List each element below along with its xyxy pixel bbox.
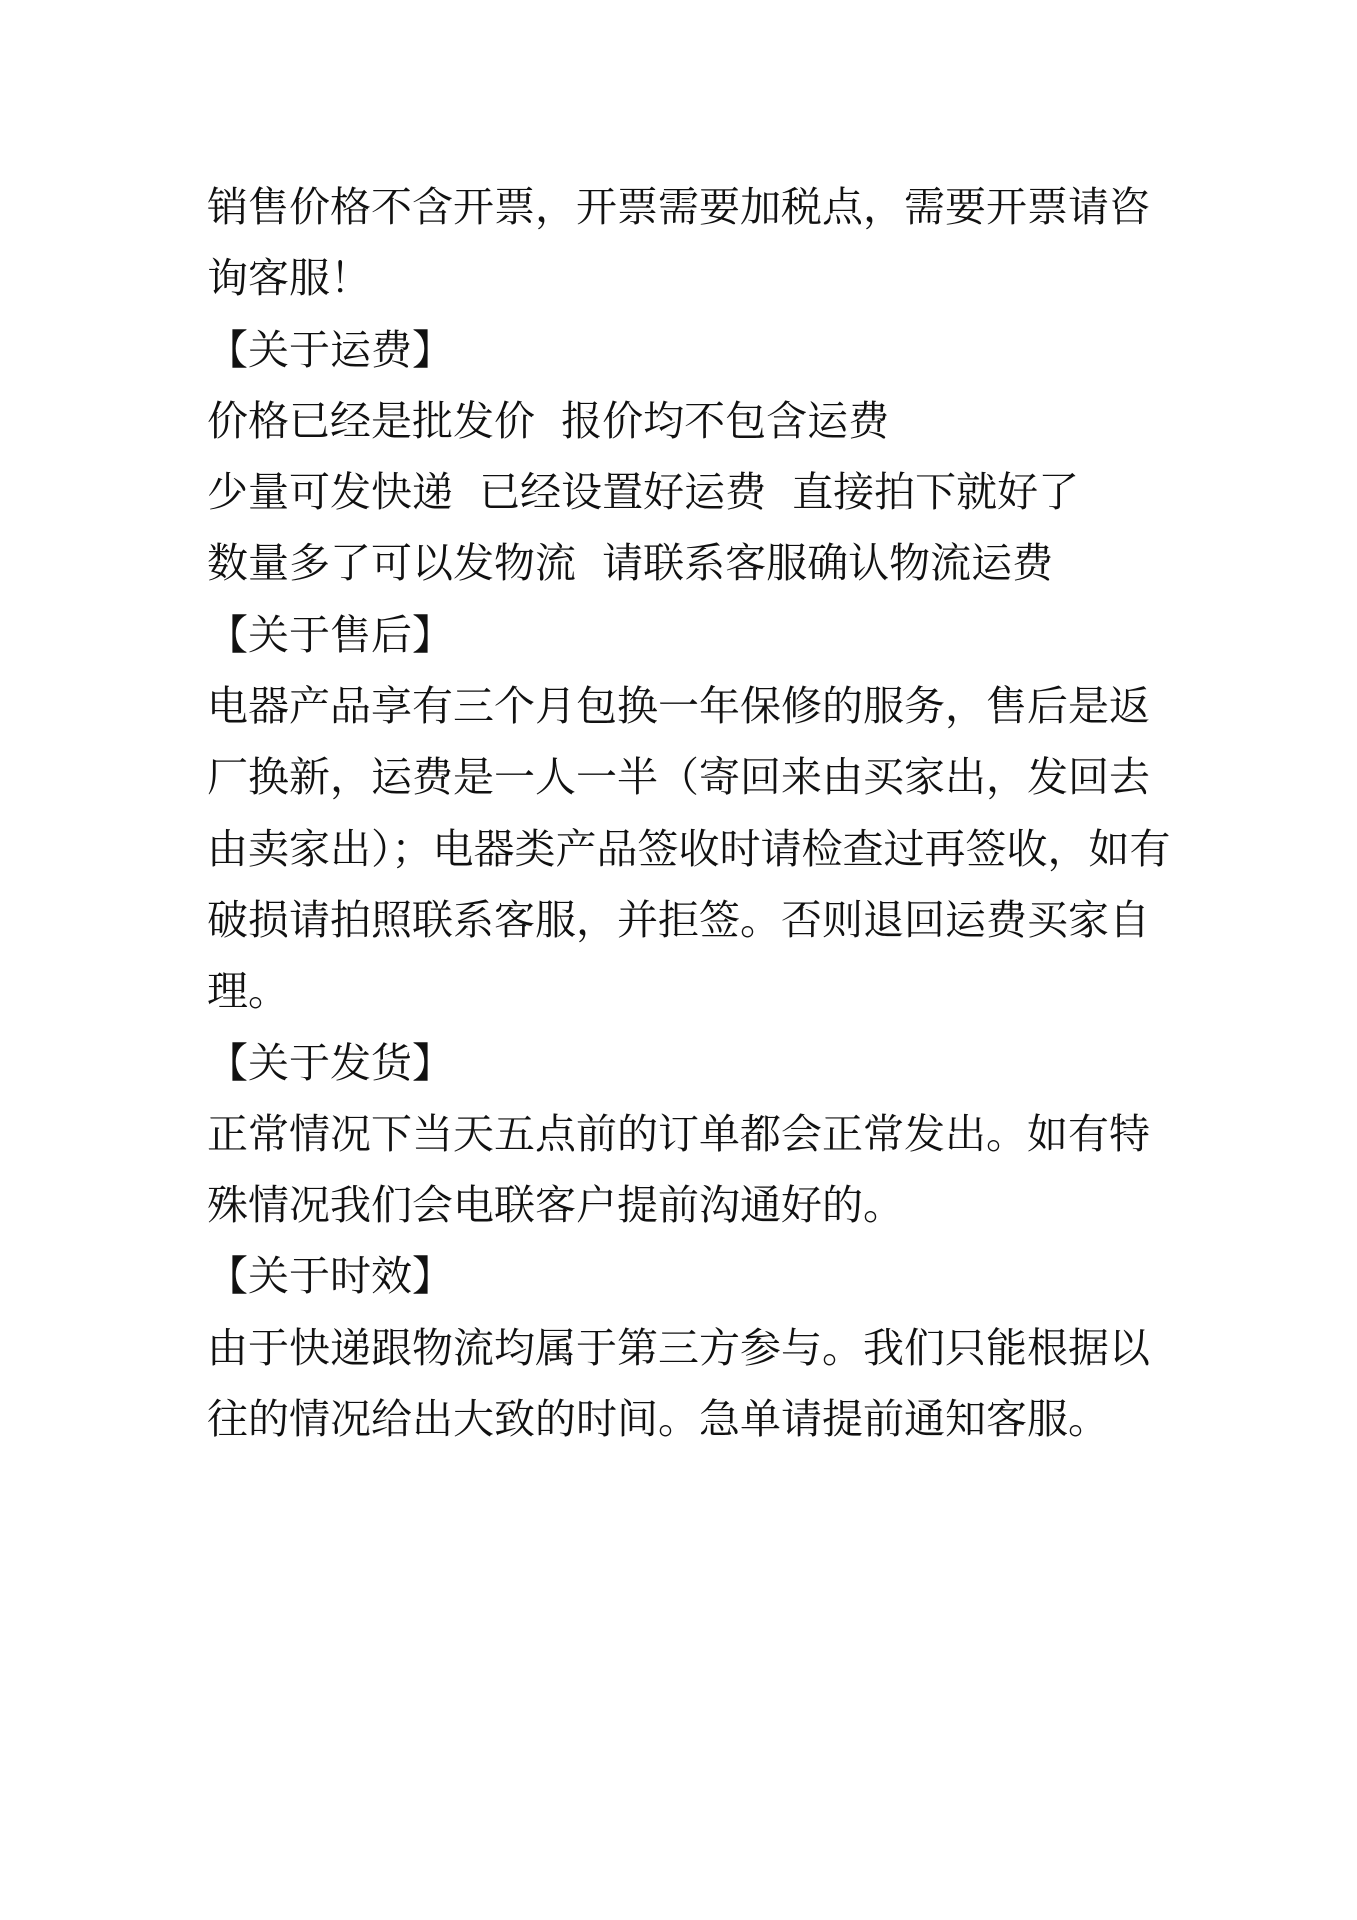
text-line: 价格已经是批发价 报价均不包含运费 — [207, 396, 890, 445]
section-heading-delivery: 【关于发货】 — [207, 1038, 453, 1087]
section-heading-after-sales: 【关于售后】 — [207, 610, 453, 659]
text-line: 少量可发快递 已经设置好运费 直接拍下就好了 — [207, 468, 1080, 517]
text-line: 破损请拍照联系客服，并拒签。否则退回运费买家自 — [207, 895, 1150, 944]
text-line: 厂换新，运费是一人一半（寄回来由买家出，发回去 — [207, 753, 1150, 802]
section-heading-timeliness: 【关于时效】 — [207, 1252, 453, 1301]
text-line: 正常情况下当天五点前的订单都会正常发出。如有特 — [207, 1109, 1150, 1158]
text-line: 理。 — [207, 967, 289, 1016]
text-line: 由卖家出）；电器类产品签收时请检查过再签收，如有 — [207, 824, 1171, 873]
document-body — [207, 172, 1171, 1455]
text-line: 数量多了可以发物流 请联系客服确认物流运费 — [207, 539, 1054, 588]
text-line: 往的情况给出大致的时间。急单请提前通知客服。 — [207, 1395, 1109, 1444]
text-line: 由于快递跟物流均属于第三方参与。我们只能根据以 — [207, 1323, 1150, 1372]
section-heading-shipping-fee: 【关于运费】 — [207, 325, 453, 374]
text-line: 销售价格不含开票，开票需要加税点，需要开票请咨 — [207, 183, 1150, 231]
text-line: 殊情况我们会电联客户提前沟通好的。 — [207, 1181, 904, 1230]
text-line: 电器产品享有三个月包换一年保修的服务，售后是返 — [207, 682, 1150, 731]
text-line: 询客服！ — [207, 254, 371, 303]
